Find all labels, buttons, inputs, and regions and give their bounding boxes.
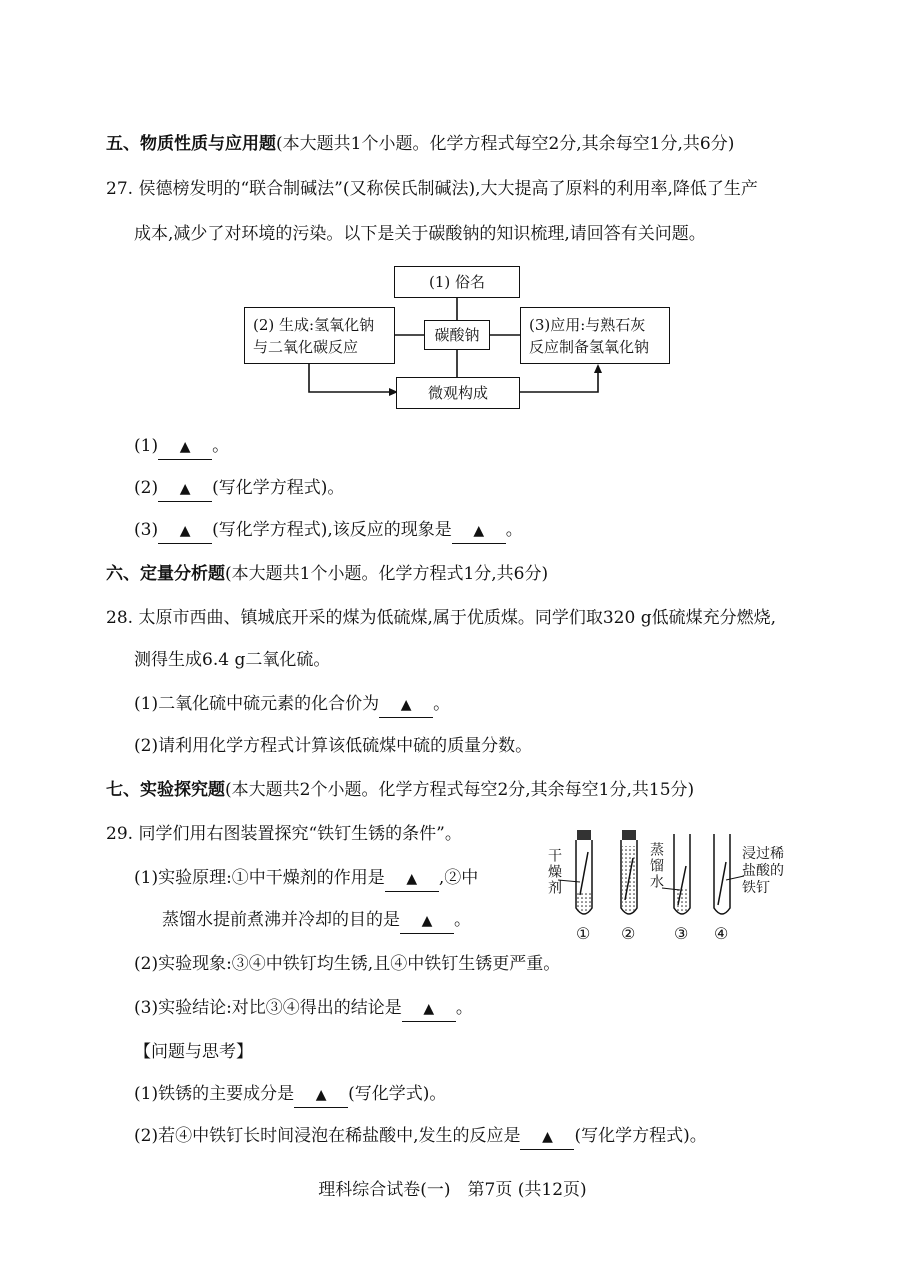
test-tube-3 <box>662 834 690 914</box>
blank-mark: ▲ <box>179 439 191 455</box>
q27-line2: 成本,减少了对环境的污染。以下是关于碳酸钠的知识梳理,请回答有关问题。 <box>134 224 706 244</box>
label-distilled-water: 蒸馏水 <box>648 842 664 890</box>
diagram-box-sodium-carbonate: 碳酸钠 <box>424 320 490 350</box>
tube-number-1: ① <box>576 924 591 943</box>
q29-think-heading: 【问题与思考】 <box>134 1042 253 1062</box>
blank-mark: ▲ <box>406 871 418 887</box>
q28-answer-2: (2)请利用化学方程式计算该低硫煤中硫的质量分数。 <box>134 736 533 756</box>
q29-p3-suffix: 。 <box>455 998 473 1018</box>
section6-desc: (本大题共1个小题。化学方程式1分,共6分) <box>225 564 549 584</box>
test-tube-2 <box>621 830 637 914</box>
blank-mark: ▲ <box>473 523 485 539</box>
q28-a1-suffix: 。 <box>433 694 451 714</box>
q29-part2: (2)实验现象:③④中铁钉均生锈,且④中铁钉生锈更严重。 <box>134 954 561 974</box>
section5-heading: 五、物质性质与应用题 <box>106 134 276 154</box>
blank-mark: ▲ <box>315 1087 327 1103</box>
section7-heading: 七、实验探究题 <box>106 780 225 800</box>
blank-mark: ▲ <box>542 1129 553 1145</box>
diagram-box-application-line2: 反应制备氢氧化钠 <box>529 337 650 356</box>
blank-mark: ▲ <box>179 523 191 539</box>
q29-p1b-suffix: 。 <box>454 910 471 930</box>
q29-p1-suffix: ,②中 <box>438 868 479 888</box>
diagram-box-formation-line1: (2) 生成:氢氧化钠 <box>253 315 375 334</box>
label-acid-3: 铁钉 <box>742 880 770 896</box>
q27-a1-prefix: (1) <box>134 436 159 456</box>
section5-desc: (本大题共1个小题。化学方程式每空2分,其余每空1分,共6分) <box>276 134 735 154</box>
q27-a3-prefix: (3) <box>134 520 159 540</box>
q28-line1: 28. 太原市西曲、镇城底开采的煤为低硫煤,属于优质煤。同学们取320 g低硫煤充分燃烧, <box>106 608 776 628</box>
diagram-box-microstructure: 微观构成 <box>396 377 520 409</box>
tube-number-4: ④ <box>714 924 729 943</box>
q29-p3-prefix: (3)实验结论:对比③④得出的结论是 <box>134 998 402 1018</box>
test-tube-1 <box>558 830 592 914</box>
blank-mark: ▲ <box>400 697 412 713</box>
q27-a1-suffix: 。 <box>212 436 230 456</box>
diagram-box-formation-line2: 与二氧化碳反应 <box>253 337 359 356</box>
q27-a3-middle: (写化学方程式),该反应的现象是 <box>212 520 452 540</box>
section6-heading: 六、定量分析题 <box>106 564 225 584</box>
q29-p1b-prefix: 蒸馏水提前煮沸并冷却的目的是 <box>162 910 400 930</box>
blank-mark: ▲ <box>423 1001 435 1017</box>
q27-a2-suffix: (写化学方程式)。 <box>212 478 345 498</box>
q28-a1-prefix: (1)二氧化硫中硫元素的化合价为 <box>134 694 380 714</box>
q27-a2-prefix: (2) <box>134 478 159 498</box>
q29-t1-prefix: (1)铁锈的主要成分是 <box>134 1084 295 1104</box>
q29-t2-suffix: (写化学方程式)。 <box>574 1126 707 1146</box>
page-footer: 理科综合试卷(一) 第7页 (共12页) <box>318 1180 587 1200</box>
q27-line1: 27. 侯德榜发明的“联合制碱法”(又称侯氏制碱法),大大提高了原料的利用率,降低了生产 <box>106 179 758 199</box>
tube-number-2: ② <box>621 924 636 943</box>
label-desiccant: 干燥剂 <box>546 848 562 896</box>
diagram-box-application-line1: (3)应用:与熟石灰 <box>529 315 646 334</box>
blank-mark: ▲ <box>421 913 433 929</box>
q29-t1-suffix: (写化学式)。 <box>348 1084 447 1104</box>
q28-line2: 测得生成6.4 g二氧化硫。 <box>134 650 331 670</box>
section7-desc: (本大题共2个小题。化学方程式每空2分,其余每空1分,共15分) <box>225 780 695 800</box>
diagram-box-common-name: (1) 俗名 <box>394 266 520 298</box>
q29-t2-prefix: (2)若④中铁钉长时间浸泡在稀盐酸中,发生的反应是 <box>134 1126 521 1146</box>
tube-number-3: ③ <box>674 924 689 943</box>
q29-p1-prefix: (1)实验原理:①中干燥剂的作用是 <box>134 868 385 888</box>
q29-line1: 29. 同学们用右图装置探究“铁钉生锈的条件”。 <box>106 824 462 844</box>
label-acid-1: 浸过稀 <box>742 846 784 862</box>
label-acid-2: 盐酸的 <box>742 863 784 879</box>
q27-a3-suffix: 。 <box>505 520 523 540</box>
blank-mark: ▲ <box>179 481 191 497</box>
test-tube-4 <box>714 834 744 914</box>
